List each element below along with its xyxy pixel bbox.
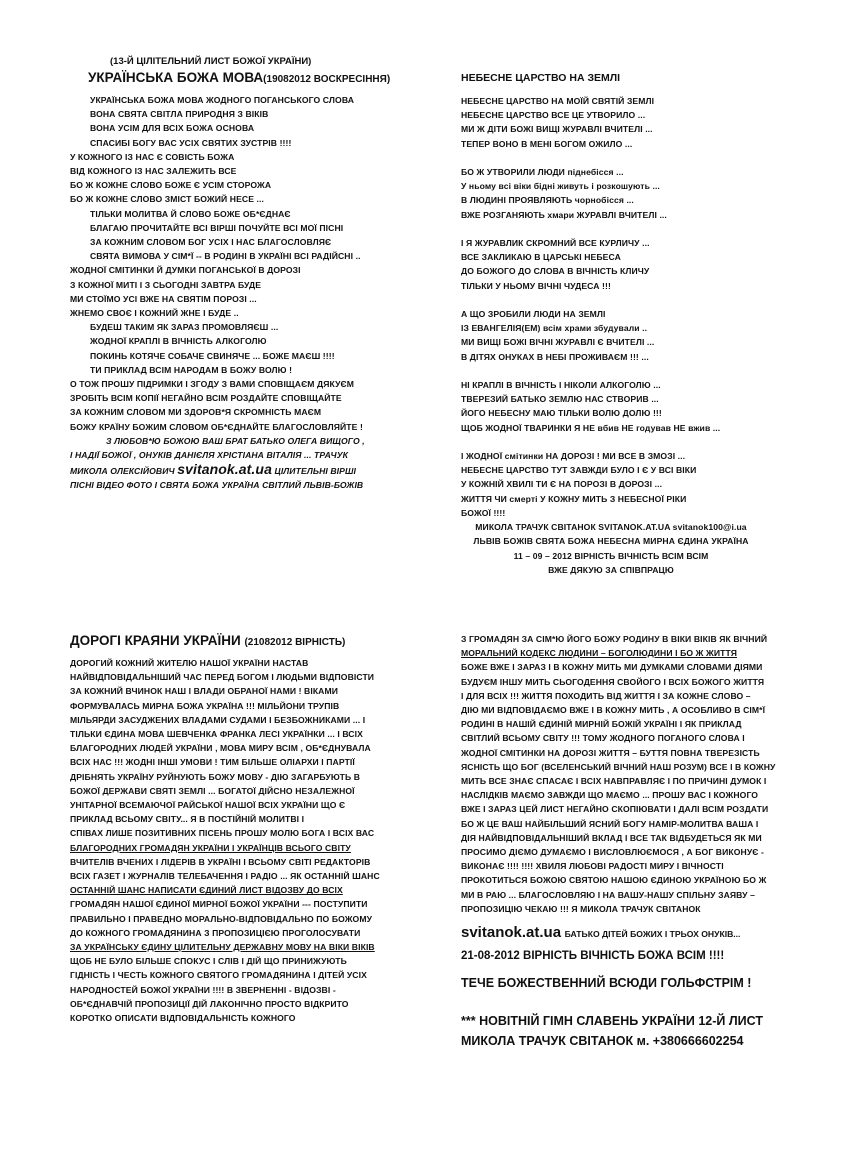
text-line: НЕБЕСНЕ ЦАРСТВО ВСЕ ЦЕ УТВОРИЛО ... (461, 110, 646, 121)
poem-heavenly-kingdom (461, 70, 791, 577)
text-line: ДІЮ МИ ВІДПОВІДАЄМО ВЖЕ І В КОЖНУ МИТЬ , А ОСОБЛИВО В СІМ*Ї (461, 705, 766, 716)
signature-line (70, 462, 430, 478)
text-line: ПРАВИЛЬНО І ПРАВЕДНО МОРАЛЬНО-ВІДПОВІДАЛЬНО ПО БОЖОМУ (70, 913, 373, 924)
text-line: МИ ВИЩІ БОЖІ ВІЧНІ ЖУРАВЛІ Є ВЧИТЕЛІ ... (461, 337, 655, 348)
text-line (461, 151, 791, 165)
signature-line: І НАДІЇ БОЖОЇ , ОНУКІВ ДАНІЄЛЯ ХРІСТІАНА ВІТАЛІЯ ... ТРАЧУК (70, 450, 349, 461)
text-line: ПРИКЛАД ВСЬОМУ СВІТУ... Я В ПОСТІЙНІЙ МОЛИТВІ І (70, 814, 305, 825)
text-line: БОЖОЇ ДЕРЖАВИ СВЯТІ ЗЕМЛІ ... БОГАТОЇ ДІЙСНО НЕЗАЛЕЖНОЇ (70, 785, 355, 796)
text-line: ЩОБ ЖОДНОЇ ТВАРИНКИ Я НЕ вбив НЕ годував НЕ вжив ... (461, 422, 721, 433)
signature-line: ПІСНІ ВІДЕО ФОТО І СВЯТА БОЖА УКРАЇНА СВІТЛИЙ ЛЬВІВ-БОЖІВ (70, 480, 364, 491)
text-line: МІЛЬЯРДИ ЗАСУДЖЕНИХ ВЛАДАМИ СУДАМИ І БЕЗБОЖНИКАМИ ... І (70, 714, 366, 725)
text-line: ЩОБ НЕ БУЛО БІЛЬШЕ СПОКУС І СЛІВ І ДІЙ ЩО ПРИНИЖУЮТЬ (70, 956, 347, 967)
text-line: МИТЬ ВСЕ ЗНАЄ СПАСАЄ І ВСІХ НАВПРАВЛЯЄ І ПО ПРИЧИНІ ДУМОК І (461, 776, 767, 787)
poem-title-date: (19082012 ВОСКРЕСІННЯ) (263, 74, 391, 85)
text-line (461, 293, 791, 307)
text-line: ПРОПОЗИЦІЮ ЧЕКАЮ !!! Я МИКОЛА ТРАЧУК СВІТАНОК (461, 903, 701, 914)
text-line: НАРОДНОСТЕЙ БОЖОЇ УКРАЇНИ !!!! В ЗВЕРНЕННІ - ВІДОЗВІ - (70, 984, 336, 995)
text-line: ТИ ПРИКЛАД ВСІМ НАРОДАМ В БОЖУ ВОЛЮ ! (90, 364, 293, 375)
text-line: БОЖЕ ВЖЕ І ЗАРАЗ І В КОЖНУ МИТЬ МИ ДУМКАМИ СЛОВАМИ ДІЯМИ (461, 662, 763, 673)
text-line: ГРОМАДЯН НАШОЇ ЄДИНОЇ МИРНОЇ БОЖОЇ УКРАЇНИ --- ПОСТУПИТИ (70, 899, 368, 910)
footer-block (446, 520, 776, 577)
text-line: БО Ж КОЖНЕ СЛОВО БОЖЕ Є УСІМ СТОРОЖА (70, 180, 272, 191)
text-line: НЕБЕСНЕ ЦАРСТВО ТУТ ЗАВЖДИ БУЛО І Є У ВСІ ВІКИ (461, 465, 697, 476)
text-line (461, 364, 791, 378)
text-line: МОРАЛЬНИЙ КОДЕКС ЛЮДИНИ – БОГОЛЮДИНИ І БО Ж ЖИТТЯ (461, 648, 738, 659)
text-line: КОРОТКО ОПИСАТИ ВІДПОВІДАЛЬНІСТЬ КОЖНОГО (70, 1013, 296, 1024)
poem-lines (461, 94, 791, 520)
text-line: МИ СТОЇМО УСІ ВЖЕ НА СВЯТІМ ПОРОЗІ ... (70, 293, 257, 304)
text-line: А ЩО ЗРОБИЛИ ЛЮДИ НА ЗЕМЛІ (461, 309, 606, 320)
text-line: ВСІХ НАС !!! ЖОДНІ ІНШІ УМОВИ ! ТИМ БІЛЬШЕ ОЛІАРХИ І ПАРТІЇ (70, 757, 355, 768)
text-line: ВЖЕ І ЗАРАЗ ЦЕЙ ЛИСТ НЕГАЙНО СКОПІЮВАТИ І ДАЛІ ВСІМ РОЗДАТИ (461, 804, 769, 815)
text-line: БО Ж КОЖНЕ СЛОВО ЗМІСТ БОЖИЙ НЕСЕ ... (70, 194, 265, 205)
text-line (461, 435, 791, 449)
footer-line: ЛЬВІВ БОЖІВ СВЯТА БОЖА НЕБЕСНА МИРНА ЄДИНА УКРАЇНА (473, 536, 749, 547)
text-line: МИ Ж ДІТИ БОЖІ ВИЩІ ЖУРАВЛІ ВЧИТЕЛІ ... (461, 124, 653, 135)
letter-subtitle: (13-Й ЦІЛІТЕЛЬНИЙ ЛИСТ БОЖОЇ УКРАЇНИ) (110, 56, 312, 67)
text-line: ДОРОГИЙ КОЖНИЙ ЖИТЕЛЮ НАШОЇ УКРАЇНИ НАСТАВ (70, 658, 309, 668)
text-line: ВЧИТЕЛІВ ВЧЕНИХ І ЛІДЕРІВ В УКРАЇНІ І ВСЬОМУ СВІТІ РЕДАКТОРІВ (70, 856, 371, 867)
website-link[interactable]: svitanok.at.ua (177, 461, 272, 478)
signature-rest: ЦІЛИТЕЛЬНІ ВІРШІ (274, 466, 356, 477)
text-line: ЗА УКРАЇНСЬКУ ЄДИНУ ЦІЛИТЕЛЬНУ ДЕРЖАВНУ МОВУ НА ВІКИ ВІКІВ (70, 942, 375, 953)
text-line: БЛАГАЮ ПРОЧИТАЙТЕ ВСІ ВІРШІ ПОЧУЙТЕ ВСІ МОЇ ПІСНІ (90, 222, 344, 233)
text-line: ПРОКОТИТЬСЯ БОЖОЮ СВЯТОЮ НАШОЮ ЄДИНОЮ УКРАЇНОЮ БО Ж (461, 875, 767, 886)
text-line: УКРАЇНСЬКА БОЖА МОВА ЖОДНОГО ПОГАНСЬКОГО СЛОВА (90, 95, 355, 105)
anthem-line: *** НОВІТНІЙ ГІМН СЛАВЕНЬ УКРАЇНИ 12-Й ЛИСТ (461, 1014, 763, 1029)
text-line: УНІТАРНОЇ ВСЕМАЮЧОЇ РАЙСЬКОЇ НАШОЇ ВСІХ УКРАЇНИ ЩО Є (70, 800, 346, 811)
appeal-title-text: ДОРОГІ КРАЯНИ УКРАЇНИ (70, 633, 241, 648)
text-line: ТІЛЬКИ У НЬОМУ ВІЧНІ ЧУДЕСА !!! (461, 280, 611, 291)
text-line: СВЯТА ВИМОВА У СІМ*Ї -- В РОДИНІ В УКРАЇНІ ВСІ РАДІЙСНІ .. (90, 251, 361, 262)
text-line: В ДІТЯХ ОНУКАХ В НЕБІ ПРОЖИВАЄМ !!! ... (461, 351, 649, 362)
poem-lines (70, 93, 430, 434)
text-line: І Я ЖУРАВЛИК СКРОМНИЙ ВСЕ КУРЛИЧУ ... (461, 238, 650, 249)
appeal-continuation (461, 632, 791, 1051)
text-line: ТВЕРЕЗИЙ БАТЬКО ЗЕМЛЮ НАС СТВОРИВ ... (461, 394, 659, 405)
text-line: І ДЛЯ ВСІХ !!! ЖИТТЯ ПОХОДИТЬ ВІД ЖИТТЯ І ЗА КОЖНЕ СЛОВО – (461, 690, 751, 701)
text-line: З КОЖНОЇ МИТІ І З СЬОГОДНІ ЗАВТРА БУДЕ (70, 279, 262, 290)
text-line: ІЗ ЕВАНГЕЛІЯ(ЕМ) всім храми збудували .. (461, 323, 648, 334)
poem-title-text: УКРАЇНСЬКА БОЖА МОВА (88, 70, 264, 85)
text-line: ОСТАННІЙ ШАНС НАПИСАТИ ЄДИНИЙ ЛИСТ ВІДОЗВУ ДО ВСІХ (70, 885, 343, 896)
text-line: ВІД КОЖНОГО ІЗ НАС ЗАЛЕЖИТЬ ВСЕ (70, 166, 237, 177)
text-line (461, 222, 791, 236)
text-line: ЯСНІСТЬ ЩО БОГ (ВСЕЛЕНСЬКИЙ ВІЧНИЙ НАШ РОЗУМ) ВСЕ І В КОЖНУ (461, 761, 776, 772)
text-line: У КОЖНОГО ІЗ НАС Є СОВІСТЬ БОЖА (70, 151, 235, 162)
text-line: ДО КОЖНОГО ГРОМАДЯНИНА З ПРОПОЗИЦІЄЮ ПРОГОЛОСУВАТИ (70, 927, 361, 938)
text-line: БЛАГОРОДНИХ ЛЮДЕЙ УКРАЇНИ , МОВА МИРУ ВСІМ , ОБ*ЄДНУВАЛА (70, 743, 371, 754)
text-line: БО Ж УТВОРИЛИ ЛЮДИ піднебісся ... (461, 167, 624, 178)
text-line: ПРОСИМО ДІЄМО ДУМАЄМО І ВИСЛОВЛЮЄМОСЯ , А БОГ ВИКОНУЄ - (461, 847, 764, 858)
text-line: ВСІХ ГАЗЕТ І ЖУРНАЛІВ ТЕЛЕБАЧЕННЯ І РАДІО ... ЯК ОСТАННІЙ ШАНС (70, 871, 380, 882)
text-line: НАСЛІДКІВ МАЄМО ЗАВЖДИ ЩО МАЄМО ... ПРОШУ ВАС І КОЖНОГО (461, 790, 759, 801)
appeal-dear-countrymen (70, 632, 440, 1025)
footer-line: 11 – 09 – 2012 ВІРНІСТЬ ВІЧНІСТЬ ВСІМ ВСІМ (513, 550, 709, 561)
text-line: У ньому всі віки бідні живуть і розкошують ... (461, 181, 660, 192)
gulfstream-line: ТЕЧЕ БОЖЕСТВЕННИЙ ВСЮДИ ГОЛЬФСТРІМ ! (461, 976, 752, 991)
date-line: 21-08-2012 ВІРНІСТЬ ВІЧНІСТЬ БОЖА ВСІМ !!!! (461, 950, 725, 963)
text-line: ТЕПЕР ВОНО В МЕНІ БОГОМ ОЖИЛО ... (461, 138, 633, 149)
footer-line: МИКОЛА ТРАЧУК СВІТАНОК SVITANOK.AT.UA svitanok100@i.ua (475, 522, 747, 533)
text-line: ФОРМУВАЛАСЬ МИРНА БОЖА УКРАЇНА !!! МІЛЬЙОНИ ТРУПІВ (70, 700, 340, 711)
text-line: БУДЕШ ТАКИМ ЯК ЗАРАЗ ПРОМОВЛЯЄШ ... (90, 322, 279, 333)
text-line: ДІЯ НАЙВІДПОВІДАЛЬНІШИЙ ВКЛАД І ВСЕ ТАК ВІДБУДЕТЬСЯ ЯК МИ (461, 832, 762, 843)
text-line: І ЖОДНОЇ смітинки НА ДОРОЗІ ! МИ ВСЕ В ЗМОЗІ ... (461, 451, 686, 462)
text-line: НАЙВІДПОВІДАЛЬНІШИЙ ЧАС ПЕРЕД БОГОМ І ЛЮДЬМИ ВІДПОВІСТИ (70, 672, 375, 683)
text-line: БОЖУ КРАЇНУ БОЖИМ СЛОВОМ ОБ*ЄДНАЙТЕ БЛАГОСЛОВЛЯЙТЕ ! (70, 421, 363, 432)
text-line: БУДУЄМ ІНШУ МИТЬ СЬОГОДЕННЯ СВОЙОГО І ВСІХ БОЖОГО ЖИТТЯ (461, 676, 765, 687)
text-line: ВИКОНАЄ !!!! !!!! ХВИЛЯ ЛЮБОВІ РАДОСТІ МИРУ І ВІЧНОСТІ (461, 861, 724, 872)
appeal-lines (461, 632, 791, 916)
text-line: ГІДНІСТЬ І ЧЕСТЬ КОЖНОГО СВЯТОГО ГРОМАДЯНИНА І ДІТЕЙ УСІХ (70, 970, 367, 981)
text-line: ЗА КОЖНИЙ ВЧИНОК НАШ І ВЛАДИ ОБРАНОЇ НАМИ ! ВІКАМИ (70, 686, 339, 697)
signature-block (70, 434, 430, 493)
text-line: ПОКИНЬ КОТЯЧЕ СОБАЧЕ СВИНЯЧЕ ... БОЖЕ МАЄШ !!!! (90, 350, 335, 361)
signature-line: З ЛЮБОВ*Ю БОЖОЮ ВАШ БРАТ БАТЬКО ОЛЕГА ВИЩОГО , (106, 435, 365, 446)
text-line: ДО БОЖОГО ДО СЛОВА В ВІЧНІСТЬ КЛИЧУ (461, 266, 650, 277)
text-line: З ГРОМАДЯН ЗА СІМ*Ю ЙОГО БОЖУ РОДИНУ В ВІКИ ВІКІВ ЯК ВІЧНИЙ (461, 634, 768, 644)
text-line: СПАСИБІ БОГУ ВАС УСІХ СВЯТИХ ЗУСТРІВ !!!! (90, 137, 292, 148)
text-line: ВСЕ ЗАКЛИКАЮ В ЦАРСЬКІ НЕБЕСА (461, 252, 621, 263)
appeal-title (70, 632, 440, 652)
poem-ukrainian-language (70, 55, 430, 493)
poem-title (88, 69, 430, 89)
text-line: У КОЖНІЙ ХВИЛІ ТИ Є НА ПОРОЗІ В ДОРОЗІ ... (461, 479, 663, 490)
text-line: ВОНА СВЯТА СВІТЛА ПРИРОДНЯ З ВІКІВ (90, 109, 269, 120)
text-line: СПІВАХ ЛИШЕ ПОЗИТИВНИХ ПІСЕНЬ ПРОШУ МОЛЮ БОГА І ВСІХ ВАС (70, 828, 375, 839)
appeal-title-date: (21082012 ВІРНІСТЬ) (244, 637, 346, 648)
text-line: ЖОДНОЇ СМІТИНКИ Й ДУМКИ ПОГАНСЬКОЇ В ДОРОЗІ (70, 265, 301, 276)
text-line: ТІЛЬКИ ЄДИНА МОВА ШЕВЧЕНКА ФРАНКА ЛЕСІ УКРАЇНКИ ... І ВСІХ (70, 729, 363, 740)
author-line: МИКОЛА ТРАЧУК СВІТАНОК м. +380666602254 (461, 1034, 744, 1049)
text-line: ЖОДНОЇ КРАПЛІ В ВІЧНІСТЬ АЛКОГОЛЮ (90, 336, 267, 347)
text-line: БЛАГОРОДНИХ ГРОМАДЯН УКРАЇНИ І УКРАЇНЦІВ ВСЬОГО СВІТУ (70, 842, 351, 853)
text-line: ЖОДНОЇ СМІТИНКИ НА ДОРОЗІ ЖИТТЯ – БУТТЯ ПОВНА ТВЕРЕЗІСТЬ (461, 747, 760, 758)
text-line: НЕБЕСНЕ ЦАРСТВО НА МОЇЙ СВЯТІЙ ЗЕМЛІ (461, 96, 655, 106)
poem-title: НЕБЕСНЕ ЦАРСТВО НА ЗЕМЛІ (461, 72, 621, 84)
text-line: ТІЛЬКИ МОЛИТВА Й СЛОВО БОЖЕ ОБ*ЄДНАЄ (90, 208, 291, 219)
text-line: В ЛЮДИНІ ПРОЯВЛЯЮТЬ чорнобісся ... (461, 195, 634, 206)
appeal-lines (70, 656, 440, 1025)
text-line: ОБ*ЄДНАВЧІЙ ПРОПОЗИЦІЇ ДІЙ ЛАКОНІЧНО ПРОСТО ВІДКРИТО (70, 998, 349, 1009)
site-line (461, 922, 791, 945)
text-line: МИ В РАЮ ... БЛАГОСЛОВЛЯЮ І НА ВАШУ-НАШУ СПІЛЬНУ ЗАЯВУ – (461, 889, 755, 900)
text-line: ЙОГО НЕБЕСНУ МАЮ ТІЛЬКИ ВОЛЮ ДОЛЮ !!! (461, 408, 662, 419)
signature-name: МИКОЛА ОЛЕКСІЙОВИЧ (70, 466, 175, 477)
text-line: ЗРОБІТЬ ВСІМ КОПІЇ НЕГАЙНО ВСІМ РОЗДАЙТЕ СПОВІЩАЙТЕ (70, 393, 342, 404)
text-line: О ТОЖ ПРОШУ ПІДРИМКИ І ЗГОДУ З ВАМИ СПОВІЩАЄМ ДЯКУЄМ (70, 379, 355, 390)
text-line: ЗА КОЖНИМ СЛОВОМ МИ ЗДОРОВ*Я СКРОМНІСТЬ МАЄМ (70, 407, 322, 418)
text-line: НІ КРАПЛІ В ВІЧНІСТЬ І НІКОЛИ АЛКОГОЛЮ ... (461, 380, 661, 391)
footer-line: ВЖЕ ДЯКУЮ ЗА СПІВПРАЦЮ (548, 564, 674, 575)
text-line: СВІТЛИЙ ВСЬОМУ СВІТУ !!! ТОМУ ЖОДНОГО ПОГАНОГО СЛОВА І (461, 733, 745, 744)
text-line: БО Ж ЦЕ ВАШ НАЙБІЛЬШИЙ ЯСНИЙ БОГУ НАМІР-МОЛИТВА ВАША І (461, 818, 759, 829)
text-line: ВЖЕ РОЗГАНЯЮТЬ хмари ЖУРАВЛІ ВЧИТЕЛІ ... (461, 209, 667, 220)
text-line: БОЖОЇ !!!! (461, 507, 506, 518)
text-line: ЗА КОЖНИМ СЛОВОМ БОГ УСІХ І НАС БЛАГОСЛОВЛЯЄ (90, 237, 332, 248)
text-line: РОДИНІ В НАШІЙ ЄДИНІЙ МИРНІЙ БОЖІЙ УКРАЇНІ І ЯК ПРИКЛАД (461, 719, 742, 730)
site-line-rest: БАТЬКО ДІТЕЙ БОЖИХ І ТРЬОХ ОНУКІВ... (564, 929, 741, 940)
text-line: ДРІБНЯТЬ УКРАЇНУ РУЙНУЮТЬ БОЖУ МОВУ - ДІЮ ЗАГАРБУЮТЬ В (70, 771, 361, 782)
text-line: ЖИТТЯ ЧИ смерті У КОЖНУ МИТЬ З НЕБЕСНОЇ РІКИ (461, 493, 687, 504)
website-link[interactable]: svitanok.at.ua (461, 924, 562, 942)
text-line: ЖНЕМО СВОЄ І КОЖНИЙ ЖНЕ І БУДЕ .. (70, 308, 239, 319)
text-line: ВОНА УСІМ ДЛЯ ВСІХ БОЖА ОСНОВА (90, 123, 255, 134)
